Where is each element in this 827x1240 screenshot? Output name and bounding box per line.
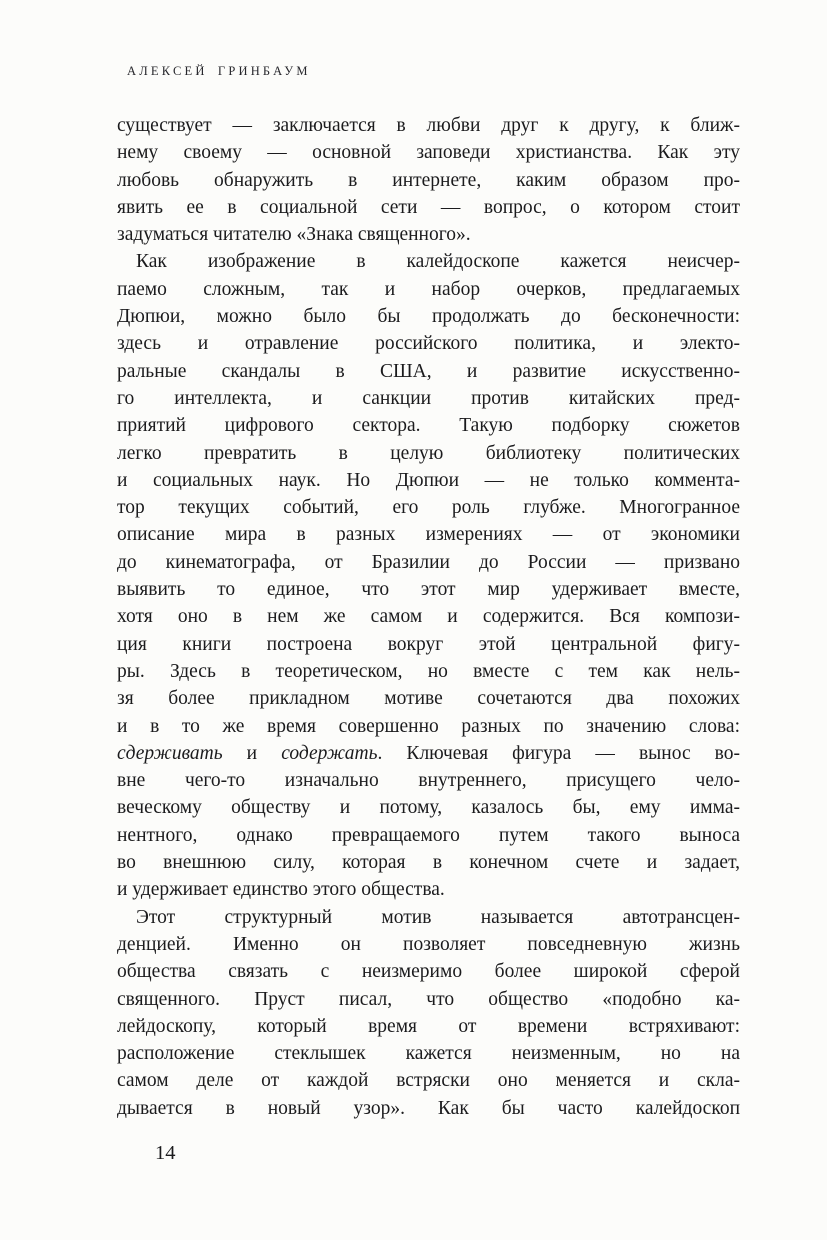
text-line: лейдоскопу, который время от времени встряхивают: (117, 1015, 740, 1037)
text-line: общества связать с неизмеримо более широкой сферой (117, 961, 740, 983)
text-line: священного. Пруст писал, что общество «подобно ка- (117, 988, 740, 1010)
text-line: до кинематографа, от Бразилии до России — призвано (117, 551, 740, 573)
text-line: тор текущих событий, его роль глубже. Многогранное (117, 497, 740, 519)
text-line: ция книги построена вокруг этой центральной фигу- (117, 633, 740, 655)
text-line: Этот структурный мотив называется автотрансцен- (136, 906, 740, 928)
text-line: описание мира в разных измерениях — от экономики (117, 524, 740, 546)
text-line: задуматься читателю «Знака священного». (117, 224, 471, 246)
text-line: нему своему — основной заповеди христианства. Как эту (117, 142, 740, 164)
text-line: дывается в новый узор». Как бы часто калейдоскоп (117, 1097, 740, 1119)
page-number: 14 (155, 1142, 176, 1164)
text-segment: . Ключевая фигура — вынос во- (377, 742, 740, 764)
text-line: и в то же время совершенно разных по значению слова: (117, 715, 740, 737)
text-line: явить ее в социальной сети — вопрос, о котором стоит (117, 196, 740, 218)
text-line: нентного, однако превращаемого путем такого выноса (117, 824, 740, 846)
text-line: го интеллекта, и санкции против китайских пред- (117, 387, 740, 409)
text-line: и социальных наук. Но Дюпюи — не только коммента- (117, 469, 740, 491)
text-line: легко превратить в целую библиотеку политических (117, 442, 740, 464)
text-line: ры. Здесь в теоретическом, но вместе с тем как нель- (117, 660, 740, 682)
text-segment: и (222, 742, 282, 764)
italic-term: содержать (281, 742, 378, 764)
text-line: денцией. Именно он позволяет повседневную жизнь (117, 933, 740, 955)
text-line: Как изображение в калейдоскопе кажется неисчер- (136, 251, 740, 273)
text-line: зя более прикладном мотиве сочетаются два похожих (117, 688, 740, 710)
text-line: приятий цифрового сектора. Такую подборку сюжетов (117, 415, 740, 437)
text-line: хотя оно в нем же самом и содержится. Вся компози- (117, 606, 740, 628)
text-block (117, 112, 740, 1122)
text-line: веческому обществу и потому, казалось бы, ему имма- (117, 797, 740, 819)
text-line: и удерживает единство этого общества. (117, 879, 445, 901)
text-line: во внешнюю силу, которая в конечном счете и задает, (117, 852, 740, 874)
text-line: существует — заключается в любви друг к другу, к ближ- (117, 115, 740, 136)
text-line: ральные скандалы в США, и развитие искусственно- (117, 360, 740, 382)
text-line (117, 740, 740, 767)
text-line: самом деле от каждой встряски оно меняется и скла- (117, 1070, 740, 1092)
text-line: паемо сложным, так и набор очерков, предлагаемых (117, 278, 740, 300)
text-line: Дюпюи, можно было бы продолжать до бесконечности: (117, 306, 740, 328)
text-line: любовь обнаружить в интернете, каким образом про- (117, 169, 740, 191)
text-line: вне чего-то изначально внутреннего, присущего чело- (117, 770, 740, 792)
italic-term: сдерживать (117, 742, 223, 764)
text-line: выявить то единое, что этот мир удерживает вместе, (117, 579, 740, 601)
text-line: здесь и отравление российского политика, и электо- (117, 333, 740, 355)
text-line: расположение стеклышек кажется неизменным, но на (117, 1043, 740, 1065)
running-header-author: АЛЕКСЕЙ ГРИНБАУМ (127, 64, 311, 78)
